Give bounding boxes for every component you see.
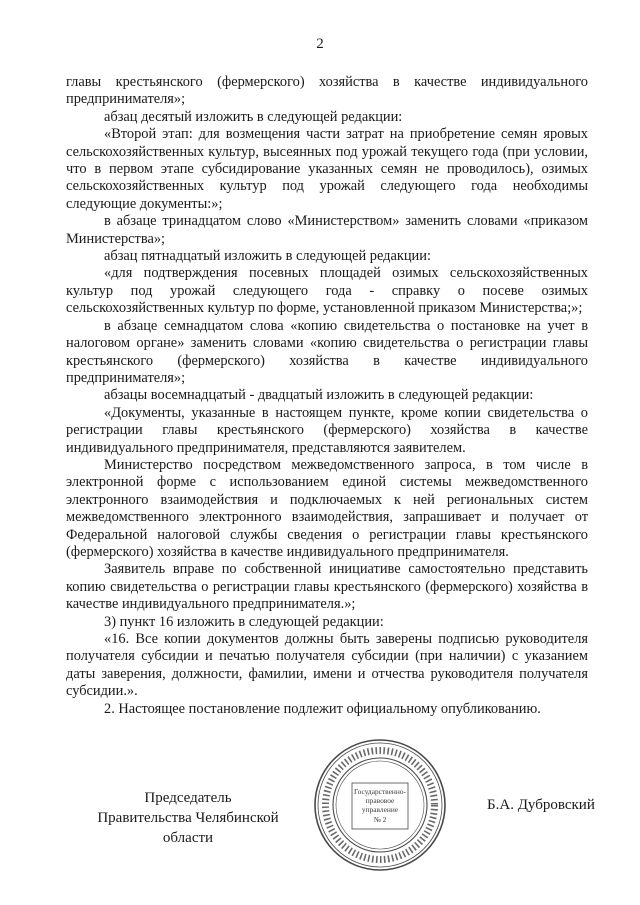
- signatory-title-line2: Правительства Челябинской области: [97, 810, 279, 846]
- paragraph: «Документы, указанные в настоящем пункте, кроме копии свидетельства о регистрации главы крестьянского (фермерского) хозяйства в качестве индивидуального предпринимателя, представляются заявителем.: [66, 404, 588, 456]
- paragraph: Министерство посредством межведомственного запроса, в том числе в электронной форме с использованием единой системы межведомственного электронного взаимодействия и подключаемых к ней региональных систем межведомственного электронного взаимодействия, запрашивает и получает от Федеральной налоговой службы сведения о регистрации главы крестьянского (фермерского) хозяйства в качестве индивидуального предпринимателя.: [66, 456, 588, 560]
- seal-text-line3: управление: [361, 805, 399, 814]
- seal-text-line4: № 2: [373, 815, 387, 824]
- document-body: [66, 74, 588, 718]
- paragraph: Заявитель вправе по собственной инициативе самостоятельно представить копию свидетельства о регистрации главы крестьянского (фермерского) хозяйства в качестве индивидуального предпринимателя.»;: [66, 561, 588, 613]
- paragraph: «для подтверждения посевных площадей озимых сельскохозяйственных культур под урожай следующего года - справку о посеве озимых сельскохозяйственных культур по форме, установленной приказом Министерства;»;: [66, 265, 588, 317]
- signatory-name: Б.А. Дубровский: [487, 797, 595, 813]
- paragraph: абзацы восемнадцатый - двадцатый изложить в следующей редакции:: [104, 387, 534, 404]
- seal-text-line2: правовое: [365, 796, 395, 805]
- paragraph: в абзаце семнадцатом слова «копию свидетельства о постановке на учет в налоговом органе» заменить словами «копию свидетельства о регистрации главы крестьянского (фермерского) хозяйства в качестве индивидуального предпринимателя»;: [66, 317, 588, 386]
- paragraph: «16. Все копии документов должны быть заверены подписью руководителя получателя субсидии и печатью получателя субсидии (при наличии) с указанием даты заверения, должности, фамилии, имени и отчества руководителя получателя субсидии.».: [66, 631, 588, 700]
- signatory-title: [88, 788, 288, 848]
- paragraph: в абзаце тринадцатом слово «Министерством» заменить словами «приказом Министерства»;: [66, 213, 588, 247]
- page-number: 2: [316, 36, 324, 52]
- paragraph: «Второй этап: для возмещения части затрат на приобретение семян яровых сельскохозяйственных культур, высеянных под урожай текущего года (при условии, что в первом этапе субсидирование указанных семян не проводилось), озимых сельскохозяйственных культур под урожай следующего года необходимы следующие документы:»;: [66, 126, 588, 212]
- signatory-title-line1: Председатель: [144, 790, 232, 806]
- paragraph: 2. Настоящее постановление подлежит официальному опубликованию.: [104, 700, 541, 717]
- official-seal: [312, 737, 448, 873]
- paragraph: главы крестьянского (фермерского) хозяйства в качестве индивидуального предпринимателя»;: [66, 74, 588, 108]
- paragraph: абзац пятнадцатый изложить в следующей редакции:: [104, 248, 431, 265]
- paragraph: 3) пункт 16 изложить в следующей редакции:: [104, 613, 384, 630]
- seal-text-line1: Государственно-: [354, 787, 406, 796]
- paragraph: абзац десятый изложить в следующей редакции:: [104, 108, 403, 125]
